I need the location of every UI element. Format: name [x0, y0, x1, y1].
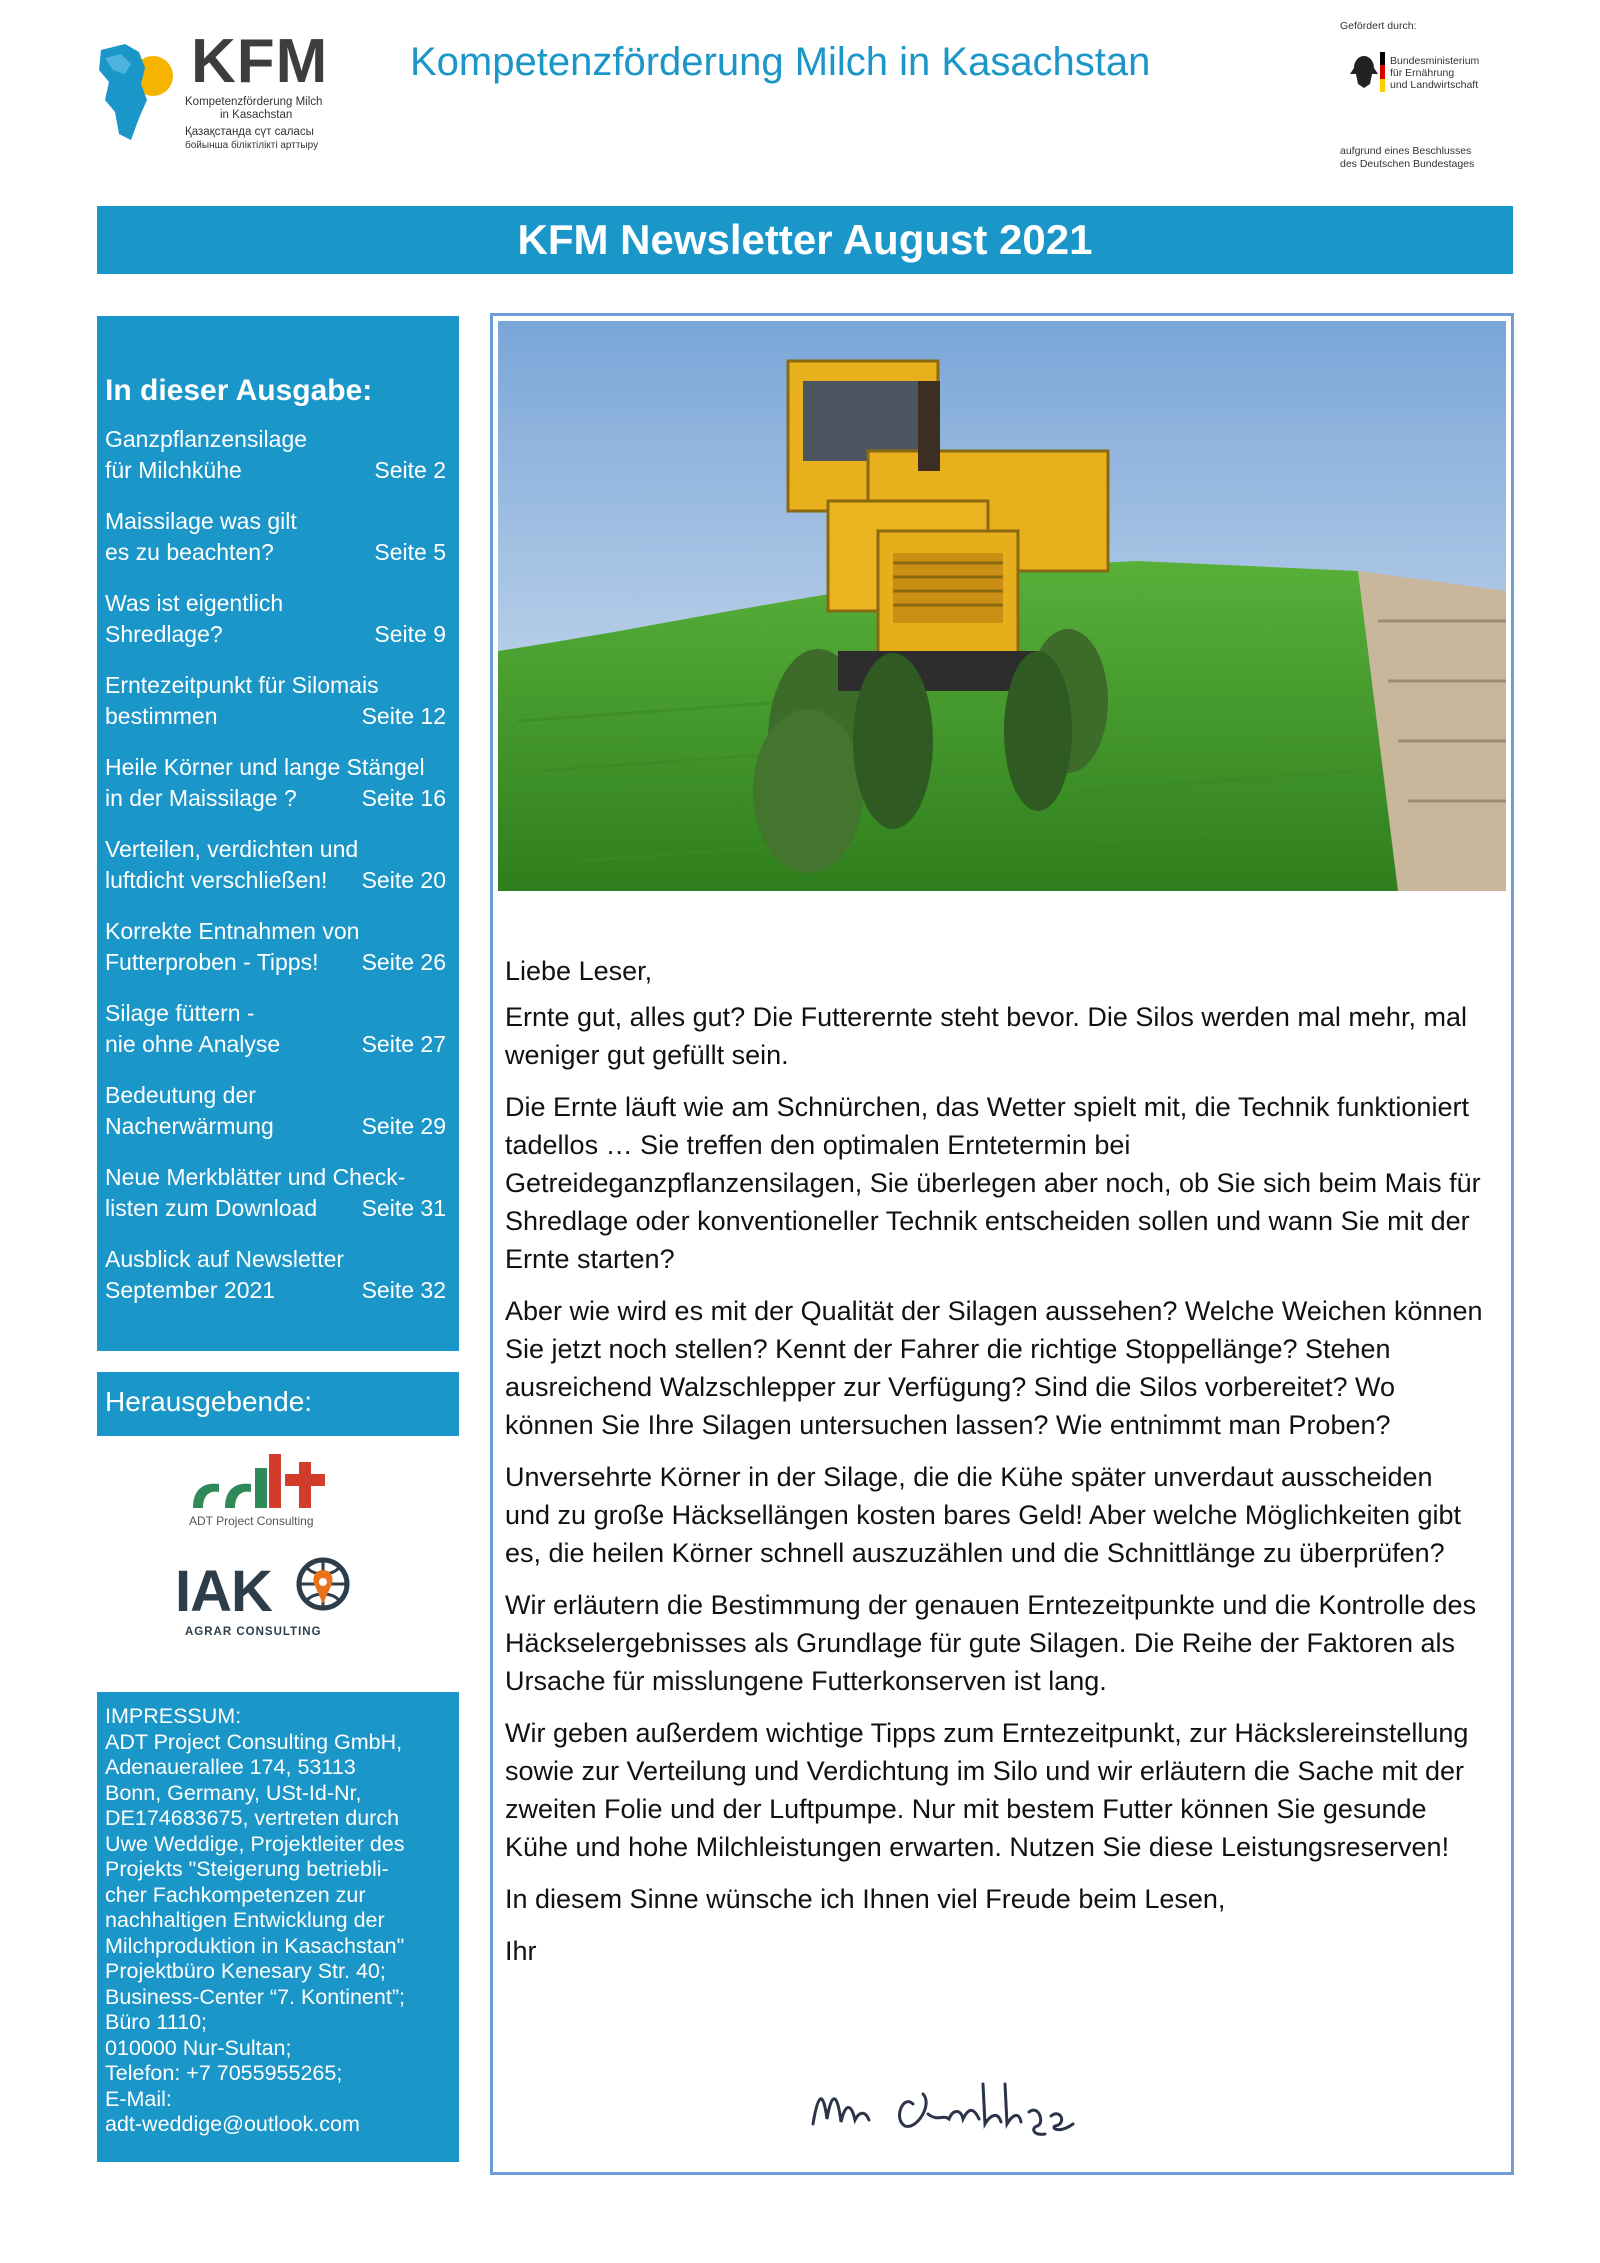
toc-item[interactable]	[105, 834, 451, 896]
kfm-subtitle-line: in Kasachstan	[220, 109, 293, 121]
toc-item-title: bestimmen	[105, 703, 218, 729]
toc-item-page: Seite 20	[361, 867, 446, 893]
toc-item[interactable]	[105, 998, 451, 1060]
impressum-line: 010000 Nur-Sultan;	[105, 2035, 292, 2060]
impressum-line: Uwe Weddige, Projektleiter des	[105, 1831, 405, 1856]
letter-paragraph: In diesem Sinne wünsche ich Ihnen viel Freude beim Lesen,	[505, 1884, 1226, 1914]
letter-paragraph: Aber wie wird es mit der Qualität der Silagen aussehen? Welche Weichen können Sie jetzt noch stellen? Kennt der Fahrer die richtige Stoppellänge? Stehen ausreichend Walzschlepper zur Verfügung? Sind die Silos vorbereitet? Wo können Sie Ihre Silagen untersuchen lassen? Wie entnimmt man Proben?	[505, 1296, 1483, 1440]
toc-item-title: luftdicht verschließen!	[105, 867, 328, 893]
toc-item-title: Verteilen, verdichten und	[105, 836, 359, 862]
toc-item-title: nie ohne Analyse	[105, 1031, 281, 1057]
kfm-logo	[95, 18, 365, 168]
toc-item[interactable]	[105, 916, 451, 978]
toc-item[interactable]	[105, 1162, 451, 1224]
impressum-line: cher Fachkompetenzen zur	[105, 1882, 366, 1907]
publishers-heading-bar	[97, 1372, 459, 1436]
kfm-subtitle-line: бойынша біліктілікті арттыру	[185, 140, 319, 151]
impressum-line: ADT Project Consulting GmbH,	[105, 1729, 403, 1754]
iak-wordmark: IAK	[175, 1559, 272, 1624]
toc-item-page: Seite 31	[361, 1195, 446, 1221]
globe-pin-icon	[293, 1556, 353, 1622]
letter-paragraph: Die Ernte läuft wie am Schnürchen, das Wetter spielt mit, die Technik funktioniert tadellos … Sie treffen den optimalen Erntetermin bei Getreideganzpflanzensilagen, Sie überlegen aber noch, ob Sie sich beim Mais für Shredlage oder konventioneller Technik entscheiden sollen und wann Sie mit der Ernte starten?	[505, 1092, 1481, 1274]
contents-panel	[97, 316, 459, 1351]
impressum-line: Bonn, Germany, USt-Id-Nr,	[105, 1780, 362, 1805]
impressum-line: E-Mail:	[105, 2086, 172, 2111]
toc-item-title: Bedeutung der	[105, 1082, 256, 1108]
publishers-heading: Herausgebende:	[105, 1386, 313, 1417]
toc-item-title: für Milchkühe	[105, 457, 242, 483]
impressum-line: Milchproduktion in Kasachstan"	[105, 1933, 405, 1958]
impressum-box	[97, 1692, 459, 2162]
funding-label: Gefördert durch:	[1340, 20, 1417, 32]
ministry-line: und Landwirtschaft	[1390, 79, 1479, 91]
toc-item-page: Seite 32	[361, 1277, 446, 1303]
tractor-on-silage-photo	[498, 321, 1506, 891]
toc-item-title: Ganzpflanzensilage	[105, 426, 308, 452]
toc-item[interactable]	[105, 588, 451, 650]
toc-item-page: Seite 2	[374, 457, 446, 483]
toc-item[interactable]	[105, 424, 451, 486]
ministry-line: für Ernährung	[1390, 67, 1455, 79]
toc-item-title: listen zum Download	[105, 1195, 318, 1221]
toc-item-title: Futterproben - Tipps!	[105, 949, 319, 975]
ministry-line: Bundesministerium	[1390, 55, 1480, 67]
toc-item-title: Korrekte Entnahmen von	[105, 918, 360, 944]
kazakhstan-map-icon	[95, 30, 185, 150]
newsletter-title-banner: KFM Newsletter August 2021	[97, 206, 1513, 274]
letter-closing: Ihr	[505, 1936, 537, 1966]
toc-item-page: Seite 5	[374, 539, 446, 565]
iak-logo	[175, 1552, 365, 1652]
toc-item-title: Neue Merkblätter und Check-	[105, 1164, 406, 1190]
impressum-line: nachhaltigen Entwicklung der	[105, 1908, 385, 1932]
impressum-line: Telefon: +7 7055955265;	[105, 2061, 343, 2085]
letter-paragraph: Unversehrte Körner in der Silage, die die Kühe später unverdaut ausscheiden und zu große Häcksellängen kosten bares Geld! Aber welche Möglichkeiten gibt es, die heilen Körner schnell auszuzählen und die Schnittlänge zu überprüfen?	[505, 1462, 1462, 1568]
german-flag-icon	[1380, 52, 1385, 92]
letter-paragraph: Wir erläutern die Bestimmung der genauen Erntezeitpunkte und die Kontrolle des Häckselergebnisses als Grundlage für gute Silagen. Die Reihe der Faktoren als Ursache für misslungene Futterkonserven ist lang.	[505, 1590, 1477, 1696]
adt-wordmark-icon	[185, 1448, 345, 1514]
impressum-line: IMPRESSUM:	[105, 1704, 242, 1728]
kfm-wordmark: KFM	[191, 27, 329, 96]
toc-item[interactable]	[105, 506, 451, 568]
toc-item-title: September 2021	[105, 1277, 276, 1303]
letter-paragraph: Wir geben außerdem wichtige Tipps zum Erntezeitpunkt, zur Häckslereinstellung sowie zur Verteilung und Verdichtung im Silo und wir erläutern die Sache mit der zweiten Folie und der Luftpumpe. Nur mit bestem Futter können Sie gesunde Kühe und hohe Milchleistungen erwarten. Nutzen Sie diese Leistungsreserven!	[505, 1718, 1469, 1862]
page-header-title: Kompetenzförderung Milch in Kasachstan	[410, 40, 1151, 84]
impressum-email[interactable]: adt-weddige@outlook.com	[105, 2112, 360, 2136]
funding-footnote-line: des Deutschen Bundestages	[1340, 158, 1475, 170]
impressum-line: DE174683675, vertreten durch	[105, 1806, 400, 1830]
toc-item-title: Silage füttern -	[105, 1000, 255, 1026]
impressum-line: Büro 1110;	[105, 2010, 207, 2034]
toc-item[interactable]	[105, 670, 451, 732]
editorial-frame	[490, 313, 1514, 2175]
adt-logo	[185, 1448, 345, 1538]
handwritten-signature	[793, 2064, 1113, 2154]
toc-item[interactable]	[105, 1244, 451, 1306]
toc-item-title: es zu beachten?	[105, 539, 274, 565]
adt-logo-caption: ADT Project Consulting	[189, 1514, 314, 1528]
kfm-subtitle-line: Kompetenzförderung Milch	[185, 96, 323, 108]
funding-footnote-line: aufgrund eines Beschlusses	[1340, 145, 1472, 157]
toc-item[interactable]	[105, 752, 451, 814]
toc-item-title: in der Maissilage ?	[105, 785, 297, 811]
impressum-line: Projekts "Steigerung betriebli-	[105, 1857, 389, 1881]
toc-item-page: Seite 16	[361, 785, 446, 811]
impressum-text	[105, 1704, 455, 2138]
toc-item-page: Seite 26	[361, 949, 446, 975]
toc-item[interactable]	[105, 1080, 451, 1142]
toc-item-page: Seite 29	[361, 1113, 446, 1139]
impressum-line: Business-Center “7. Kontinent”;	[105, 1984, 405, 2009]
toc-item-page: Seite 9	[374, 621, 446, 647]
toc-item-title: Maissilage was gilt	[105, 508, 297, 534]
iak-caption: AGRAR CONSULTING	[185, 1626, 322, 1638]
bmel-funding-logo	[1340, 20, 1540, 170]
ministry-name	[1390, 55, 1530, 91]
toc-item-title: Nacherwärmung	[105, 1113, 274, 1139]
toc-item-title: Erntezeitpunkt für Silomais	[105, 672, 379, 698]
letter-paragraph: Ernte gut, alles gut? Die Futterernte steht bevor. Die Silos werden mal mehr, mal weniger gut gefüllt sein.	[505, 1002, 1467, 1070]
kfm-subtitle-line: Қазақстанда сүт саласы	[185, 126, 314, 138]
impressum-line: Adenauerallee 174, 53113	[105, 1755, 356, 1779]
toc-item-title: Ausblick auf Newsletter	[105, 1246, 345, 1272]
toc-item-title: Shredlage?	[105, 621, 223, 647]
toc-item-title: Heile Körner und lange Stängel	[105, 754, 425, 780]
tractor-photo-illustration	[498, 321, 1506, 891]
toc-item-page: Seite 12	[361, 703, 446, 729]
toc-item-title: Was ist eigentlich	[105, 590, 284, 616]
contents-heading: In dieser Ausgabe:	[105, 374, 373, 407]
impressum-line: Projektbüro Kenesary Str. 40;	[105, 1959, 386, 1983]
letter-salutation: Liebe Leser,	[505, 956, 653, 986]
toc-item-page: Seite 27	[361, 1031, 446, 1057]
federal-eagle-icon	[1348, 52, 1380, 92]
editorial-letter	[505, 952, 1485, 1978]
